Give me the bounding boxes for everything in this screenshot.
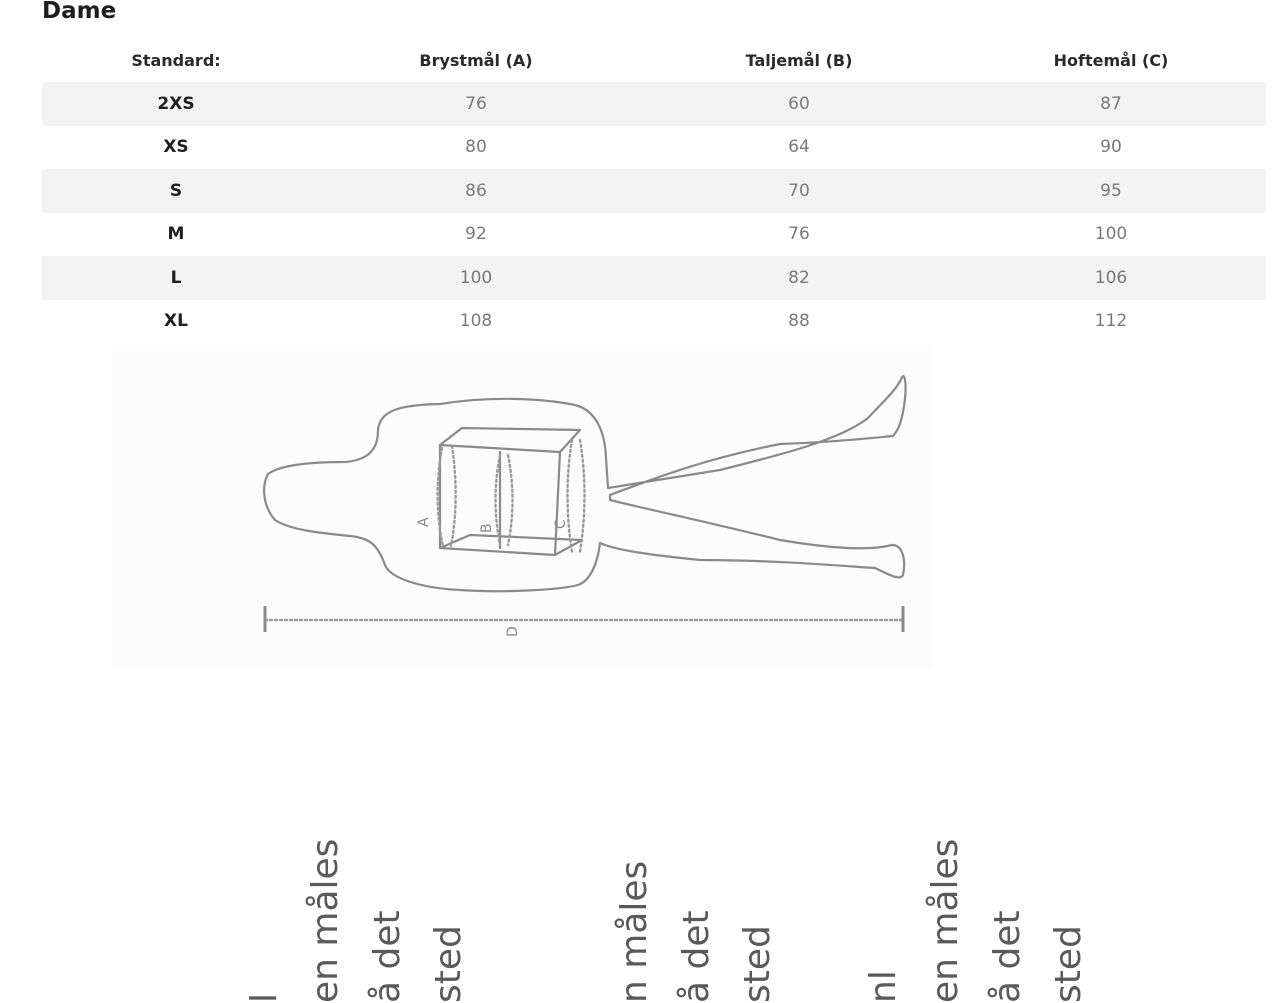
label-d: D <box>505 626 521 637</box>
hip-cell: 106 <box>956 256 1266 300</box>
size-cell: XS <box>163 137 189 158</box>
hip-cell: 112 <box>1094 311 1128 332</box>
hip-measure-loop <box>568 440 585 552</box>
table-row <box>42 82 1266 126</box>
table-row <box>42 126 1266 170</box>
chest-cell: 108 <box>459 311 493 332</box>
hip-cell: 87 <box>956 82 1266 126</box>
header-chest: Brystmål (A) <box>419 50 533 70</box>
waist-cell: 82 <box>642 256 956 300</box>
size-cell: M <box>167 224 185 245</box>
label-c: C <box>553 519 569 529</box>
waist-measure-loop <box>496 455 513 545</box>
label-b: B <box>479 523 495 533</box>
label-a: A <box>416 517 432 527</box>
caption-line: sted <box>1048 925 1089 1003</box>
size-chart-table <box>42 38 1266 343</box>
hip-cell: 95 <box>956 169 1266 213</box>
hip-cell: 100 <box>1094 224 1128 245</box>
chest-cell: 80 <box>465 137 487 158</box>
waist-cell: 76 <box>788 224 810 245</box>
torso-box-top <box>440 428 580 452</box>
header-hip: Hoftemål (C) <box>1053 50 1169 70</box>
size-cell: 2XS <box>42 82 310 126</box>
table-header-row <box>42 38 1266 82</box>
caption-line: en måles <box>925 838 966 1003</box>
caption-line: å det <box>367 910 408 1003</box>
caption-line: å det <box>676 910 717 1003</box>
waist-cell: 88 <box>788 311 810 332</box>
caption-line: sted <box>737 925 778 1003</box>
caption-line: å det <box>987 910 1028 1003</box>
hip-cell: 90 <box>1100 137 1122 158</box>
table-row <box>42 300 1266 344</box>
header-waist: Taljemål (B) <box>745 50 853 70</box>
body-outline-illustration <box>112 345 932 670</box>
caption-line: l <box>244 992 285 1003</box>
caption-line: sted <box>428 925 469 1003</box>
waist-cell: 64 <box>788 137 810 158</box>
table-row <box>42 256 1266 300</box>
caption-line: n måles <box>614 860 655 1003</box>
table-row <box>42 169 1266 213</box>
torso-box-bottom <box>440 535 582 555</box>
page-title: Dame <box>42 0 117 24</box>
chest-cell: 100 <box>310 256 642 300</box>
size-cell: L <box>42 256 310 300</box>
chest-cell: 76 <box>310 82 642 126</box>
caption-line: en måles <box>305 838 346 1003</box>
body-measurement-diagram <box>112 345 932 670</box>
size-cell: S <box>42 169 310 213</box>
table-row <box>42 213 1266 257</box>
waist-cell: 60 <box>642 82 956 126</box>
caption-line: nl <box>863 970 904 1003</box>
chest-cell: 86 <box>310 169 642 213</box>
header-standard: Standard: <box>131 50 221 70</box>
chest-cell: 92 <box>465 224 487 245</box>
waist-cell: 70 <box>642 169 956 213</box>
size-cell: XL <box>164 311 188 332</box>
